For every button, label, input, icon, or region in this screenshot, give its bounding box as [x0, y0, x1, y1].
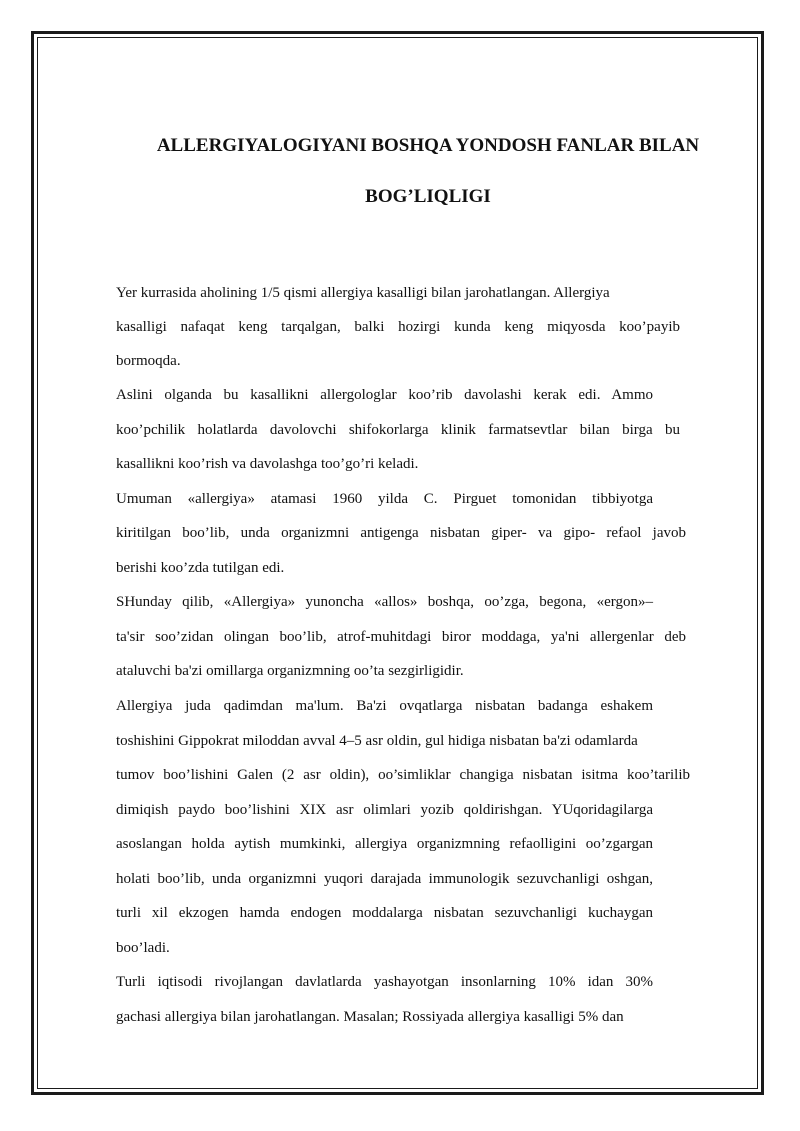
- text-line: Allergiya juda qadimdan ma'lum. Ba'zi ovqatlarga nisbatan badanga eshakem: [116, 698, 653, 714]
- text-line: holati boo’lib, unda organizmni yuqori darajada immunologik sezuvchanligi oshgan,: [116, 871, 653, 887]
- text-line: berishi koo’zda tutilgan edi.: [116, 560, 285, 576]
- text-line: Umuman «allergiya» atamasi 1960 yilda C. Pirguet tomonidan tibbiyotga: [116, 491, 653, 507]
- text-line: turli xil ekzogen hamda endogen moddalarga nisbatan sezuvchanligi kuchaygan: [116, 905, 653, 921]
- text-line: kasalligi nafaqat keng tarqalgan, balki hozirgi kunda keng miqyosda koo’payib: [116, 319, 680, 335]
- text-line: bormoqda.: [116, 353, 181, 369]
- text-line: Aslini olganda bu kasallikni allergologlar koo’rib davolashi kerak edi. Ammo: [116, 387, 653, 403]
- text-line: koo’pchilik holatlarda davolovchi shifokorlarga klinik farmatsevtlar bilan birga bu: [116, 422, 680, 438]
- text-line: boo’ladi.: [116, 940, 170, 956]
- text-line: ta'sir soo’zidan olingan boo’lib, atrof-muhitdagi biror moddaga, ya'ni allergenlar deb: [116, 629, 686, 645]
- text-line: kasallikni koo’rish va davolashga too’go’ri keladi.: [116, 456, 419, 472]
- text-line: SHunday qilib, «Allergiya» yunoncha «allos» boshqa, oo’zga, begona, «ergon»–: [116, 594, 653, 610]
- text-line: kiritilgan boo’lib, unda organizmni antigenga nisbatan giper- va gipo- refaol javob: [116, 525, 686, 541]
- text-line: toshishini Gippokrat miloddan avval 4–5 asr oldin, gul hidiga nisbatan ba'zi odamlarda: [116, 733, 638, 749]
- text-line: tumov boo’lishini Galen (2 asr oldin), oo’simliklar changiga nisbatan isitma koo’tarilib: [116, 767, 690, 783]
- text-line: dimiqish paydo boo’lishini XIX asr olimlari yozib qoldirishgan. YUqoridagilarga: [116, 802, 653, 818]
- text-line: Turli iqtisodi rivojlangan davlatlarda yashayotgan insonlarning 10% idan 30%: [116, 974, 653, 990]
- text-line: ataluvchi ba'zi omillarga organizmning oo’ta sezgirligidir.: [116, 663, 464, 679]
- document-title-line-2: BOG’LIQLIGI: [365, 186, 491, 207]
- text-line: Yer kurrasida aholining 1/5 qismi allergiya kasalligi bilan jarohatlangan. Allergiya: [116, 285, 610, 301]
- text-line: gachasi allergiya bilan jarohatlangan. Masalan; Rossiyada allergiya kasalligi 5% dan: [116, 1009, 624, 1025]
- document-title-line-1: ALLERGIYALOGIYANI BOSHQA YONDOSH FANLAR BILAN: [156, 135, 700, 156]
- text-line: asoslangan holda aytish mumkinki, allergiya organizmning refaolligini oo’zgargan: [116, 836, 653, 852]
